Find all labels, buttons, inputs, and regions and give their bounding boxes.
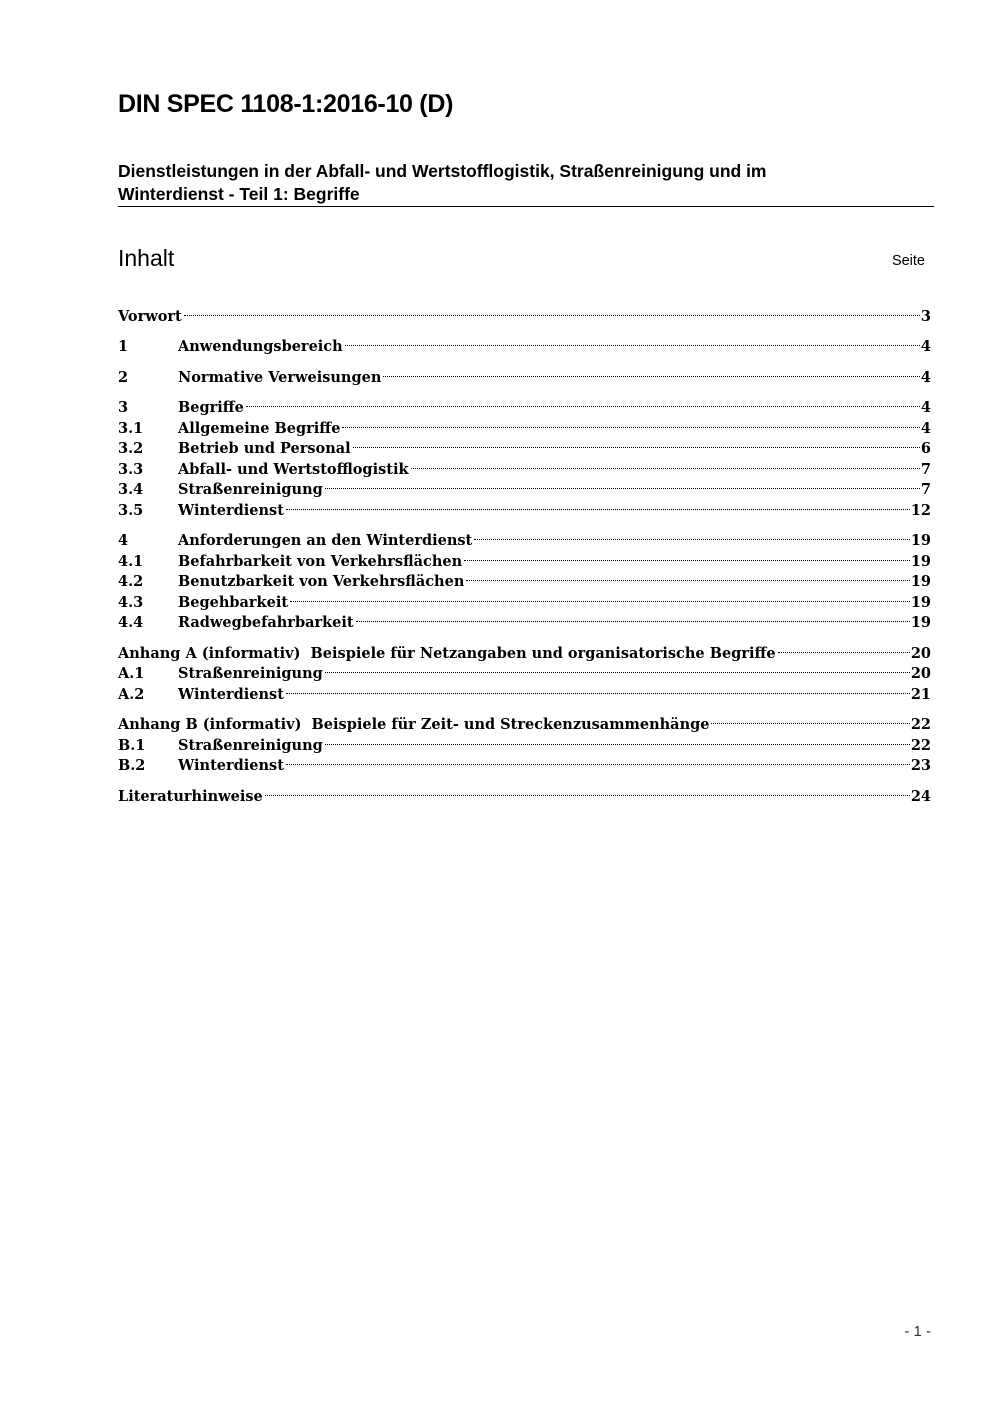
- toc-entry-leader: [325, 474, 920, 495]
- toc-entry-title: Straßenreinigung: [178, 665, 323, 682]
- toc-entry-number: 1: [118, 338, 129, 355]
- toc-entry-page: 19: [910, 593, 931, 611]
- toc-entry-title: Betrieb und Personal: [178, 440, 351, 457]
- toc-entry[interactable]: [118, 474, 931, 498]
- toc-entry-leader: [411, 453, 920, 474]
- toc-entry-number: 3.4: [118, 481, 144, 498]
- toc-entry[interactable]: [118, 433, 931, 457]
- document-id: DIN SPEC 1108-1:2016-10 (D): [118, 90, 454, 118]
- toc-entry[interactable]: [118, 586, 931, 611]
- toc-entry-title: Befahrbarkeit von Verkehrsflächen: [178, 552, 463, 570]
- toc-entry-title: Normative Verweisungen: [178, 368, 382, 386]
- toc-entry-page: 12: [910, 501, 931, 519]
- toc-entry-page: 4: [920, 419, 931, 437]
- toc-entry-leader: [711, 709, 909, 730]
- toc-entry-page: 19: [910, 532, 931, 549]
- toc-entry-title: Straßenreinigung: [178, 736, 323, 754]
- toc-entry-page: 24: [910, 787, 931, 805]
- toc-entry[interactable]: [118, 545, 931, 570]
- toc-entry-title: Winterdienst: [178, 501, 284, 519]
- toc-entry-title: Allgemeine Begriffe: [178, 419, 341, 437]
- toc-entry-number: B.1: [118, 736, 146, 754]
- toc-entry-leader: [356, 607, 910, 628]
- toc-entry[interactable]: [118, 607, 931, 631]
- toc-entry-title: Winterdienst: [178, 685, 284, 703]
- toc-entry[interactable]: [118, 453, 931, 478]
- toc-entry-title: Literaturhinweise: [118, 787, 263, 805]
- table-of-contents: [118, 300, 931, 805]
- toc-entry-leader: [290, 586, 910, 607]
- toc-entry-page: 19: [910, 614, 931, 631]
- toc-entry-number: 3.3: [118, 460, 144, 478]
- toc-entry-leader: [342, 412, 919, 433]
- toc-heading: Inhalt: [118, 245, 175, 271]
- toc-entry-title: Anforderungen an den Winterdienst: [178, 532, 473, 549]
- toc-entry-number: 3.1: [118, 419, 144, 437]
- toc-entry[interactable]: [118, 637, 931, 662]
- toc-entry[interactable]: [118, 525, 931, 549]
- toc-entry[interactable]: [118, 750, 931, 774]
- document-title-line-2: Winterdienst - Teil 1: Begriffe: [118, 184, 360, 204]
- toc-entry-page: 7: [920, 460, 931, 478]
- toc-entry-leader: [325, 729, 910, 750]
- toc-entry-leader: [474, 525, 910, 546]
- toc-entry-title: Begehbarkeit: [178, 593, 289, 611]
- toc-entry[interactable]: [118, 300, 931, 325]
- toc-entry-page: 21: [910, 685, 931, 703]
- toc-entry-page: 20: [910, 665, 931, 682]
- toc-entry-title: Begriffe: [178, 399, 244, 416]
- toc-entry[interactable]: [118, 709, 931, 733]
- toc-entry-number: 3.5: [118, 501, 144, 519]
- toc-entry-page: 4: [920, 399, 931, 416]
- toc-entry-leader: [466, 566, 909, 587]
- toc-entry-title: Benutzbarkeit von Verkehrsflächen: [178, 573, 465, 590]
- toc-entry-leader: [286, 678, 910, 699]
- toc-entry-number: A.1: [118, 665, 145, 682]
- toc-entry-number: 4.3: [118, 593, 144, 611]
- toc-entry[interactable]: [118, 494, 931, 519]
- toc-entry-number: 4.4: [118, 614, 144, 631]
- toc-entry-title: Anhang B (informativ) Beispiele für Zeit- und Streckenzusammenhänge: [118, 716, 710, 733]
- toc-entry-title: Anwendungsbereich: [178, 338, 343, 355]
- toc-entry-leader: [286, 494, 910, 515]
- toc-entry-page: 3: [920, 307, 931, 325]
- toc-entry-title: Anhang A (informativ) Beispiele für Netzangaben und organisatorische Begriffe: [118, 644, 776, 662]
- toc-entry-page: 23: [910, 757, 931, 774]
- toc-entry-page: 7: [920, 481, 931, 498]
- toc-entry[interactable]: [118, 331, 931, 355]
- toc-entry-number: 4.2: [118, 573, 144, 590]
- toc-entry-page: 4: [920, 368, 931, 386]
- toc-entry-leader: [464, 545, 910, 566]
- title-divider: [118, 206, 934, 207]
- toc-entry-leader: [353, 433, 920, 454]
- toc-page-column-label: Seite: [891, 253, 925, 269]
- toc-entry-number: 4.1: [118, 552, 144, 570]
- toc-entry-page: 4: [920, 338, 931, 355]
- toc-entry-leader: [778, 637, 910, 658]
- toc-entry-page: 20: [910, 644, 931, 662]
- toc-entry-page: 22: [910, 716, 931, 733]
- toc-entry[interactable]: [118, 729, 931, 754]
- toc-entry-leader: [383, 361, 920, 382]
- toc-entry-number: 3: [118, 399, 129, 416]
- document-title: [118, 160, 878, 206]
- toc-entry-number: 2: [118, 368, 129, 386]
- toc-entry-page: 6: [920, 440, 931, 457]
- page-number: - 1 -: [904, 1323, 931, 1340]
- toc-entry-page: 19: [910, 552, 931, 570]
- toc-entry[interactable]: [118, 658, 931, 682]
- toc-entry-leader: [265, 780, 910, 801]
- toc-entry-leader: [286, 750, 910, 771]
- toc-entry-number: 3.2: [118, 440, 144, 457]
- toc-entry-number: 4: [118, 532, 129, 549]
- toc-entry-leader: [345, 331, 920, 352]
- toc-entry[interactable]: [118, 392, 931, 416]
- toc-entry-page: 19: [910, 573, 931, 590]
- toc-entry-title: Abfall- und Wertstofflogistik: [178, 460, 409, 478]
- toc-entry[interactable]: [118, 780, 931, 805]
- toc-entry[interactable]: [118, 678, 931, 703]
- toc-entry-leader: [246, 392, 920, 413]
- toc-entry-title: Vorwort: [118, 307, 182, 325]
- toc-entry-number: A.2: [118, 685, 145, 703]
- toc-entry-leader: [184, 300, 920, 321]
- toc-entry-page: 22: [910, 736, 931, 754]
- toc-entry[interactable]: [118, 361, 931, 386]
- toc-entry-leader: [325, 658, 910, 679]
- document-title-line-1: Dienstleistungen in der Abfall- und Wertstofflogistik, Straßenreinigung und im: [118, 161, 767, 181]
- toc-entry-title: Straßenreinigung: [178, 481, 323, 498]
- toc-entry-number: B.2: [118, 757, 146, 774]
- toc-entry-title: Winterdienst: [178, 757, 284, 774]
- toc-entry-title: Radwegbefahrbarkeit: [178, 614, 354, 631]
- toc-entry[interactable]: [118, 566, 931, 590]
- toc-entry[interactable]: [118, 412, 931, 437]
